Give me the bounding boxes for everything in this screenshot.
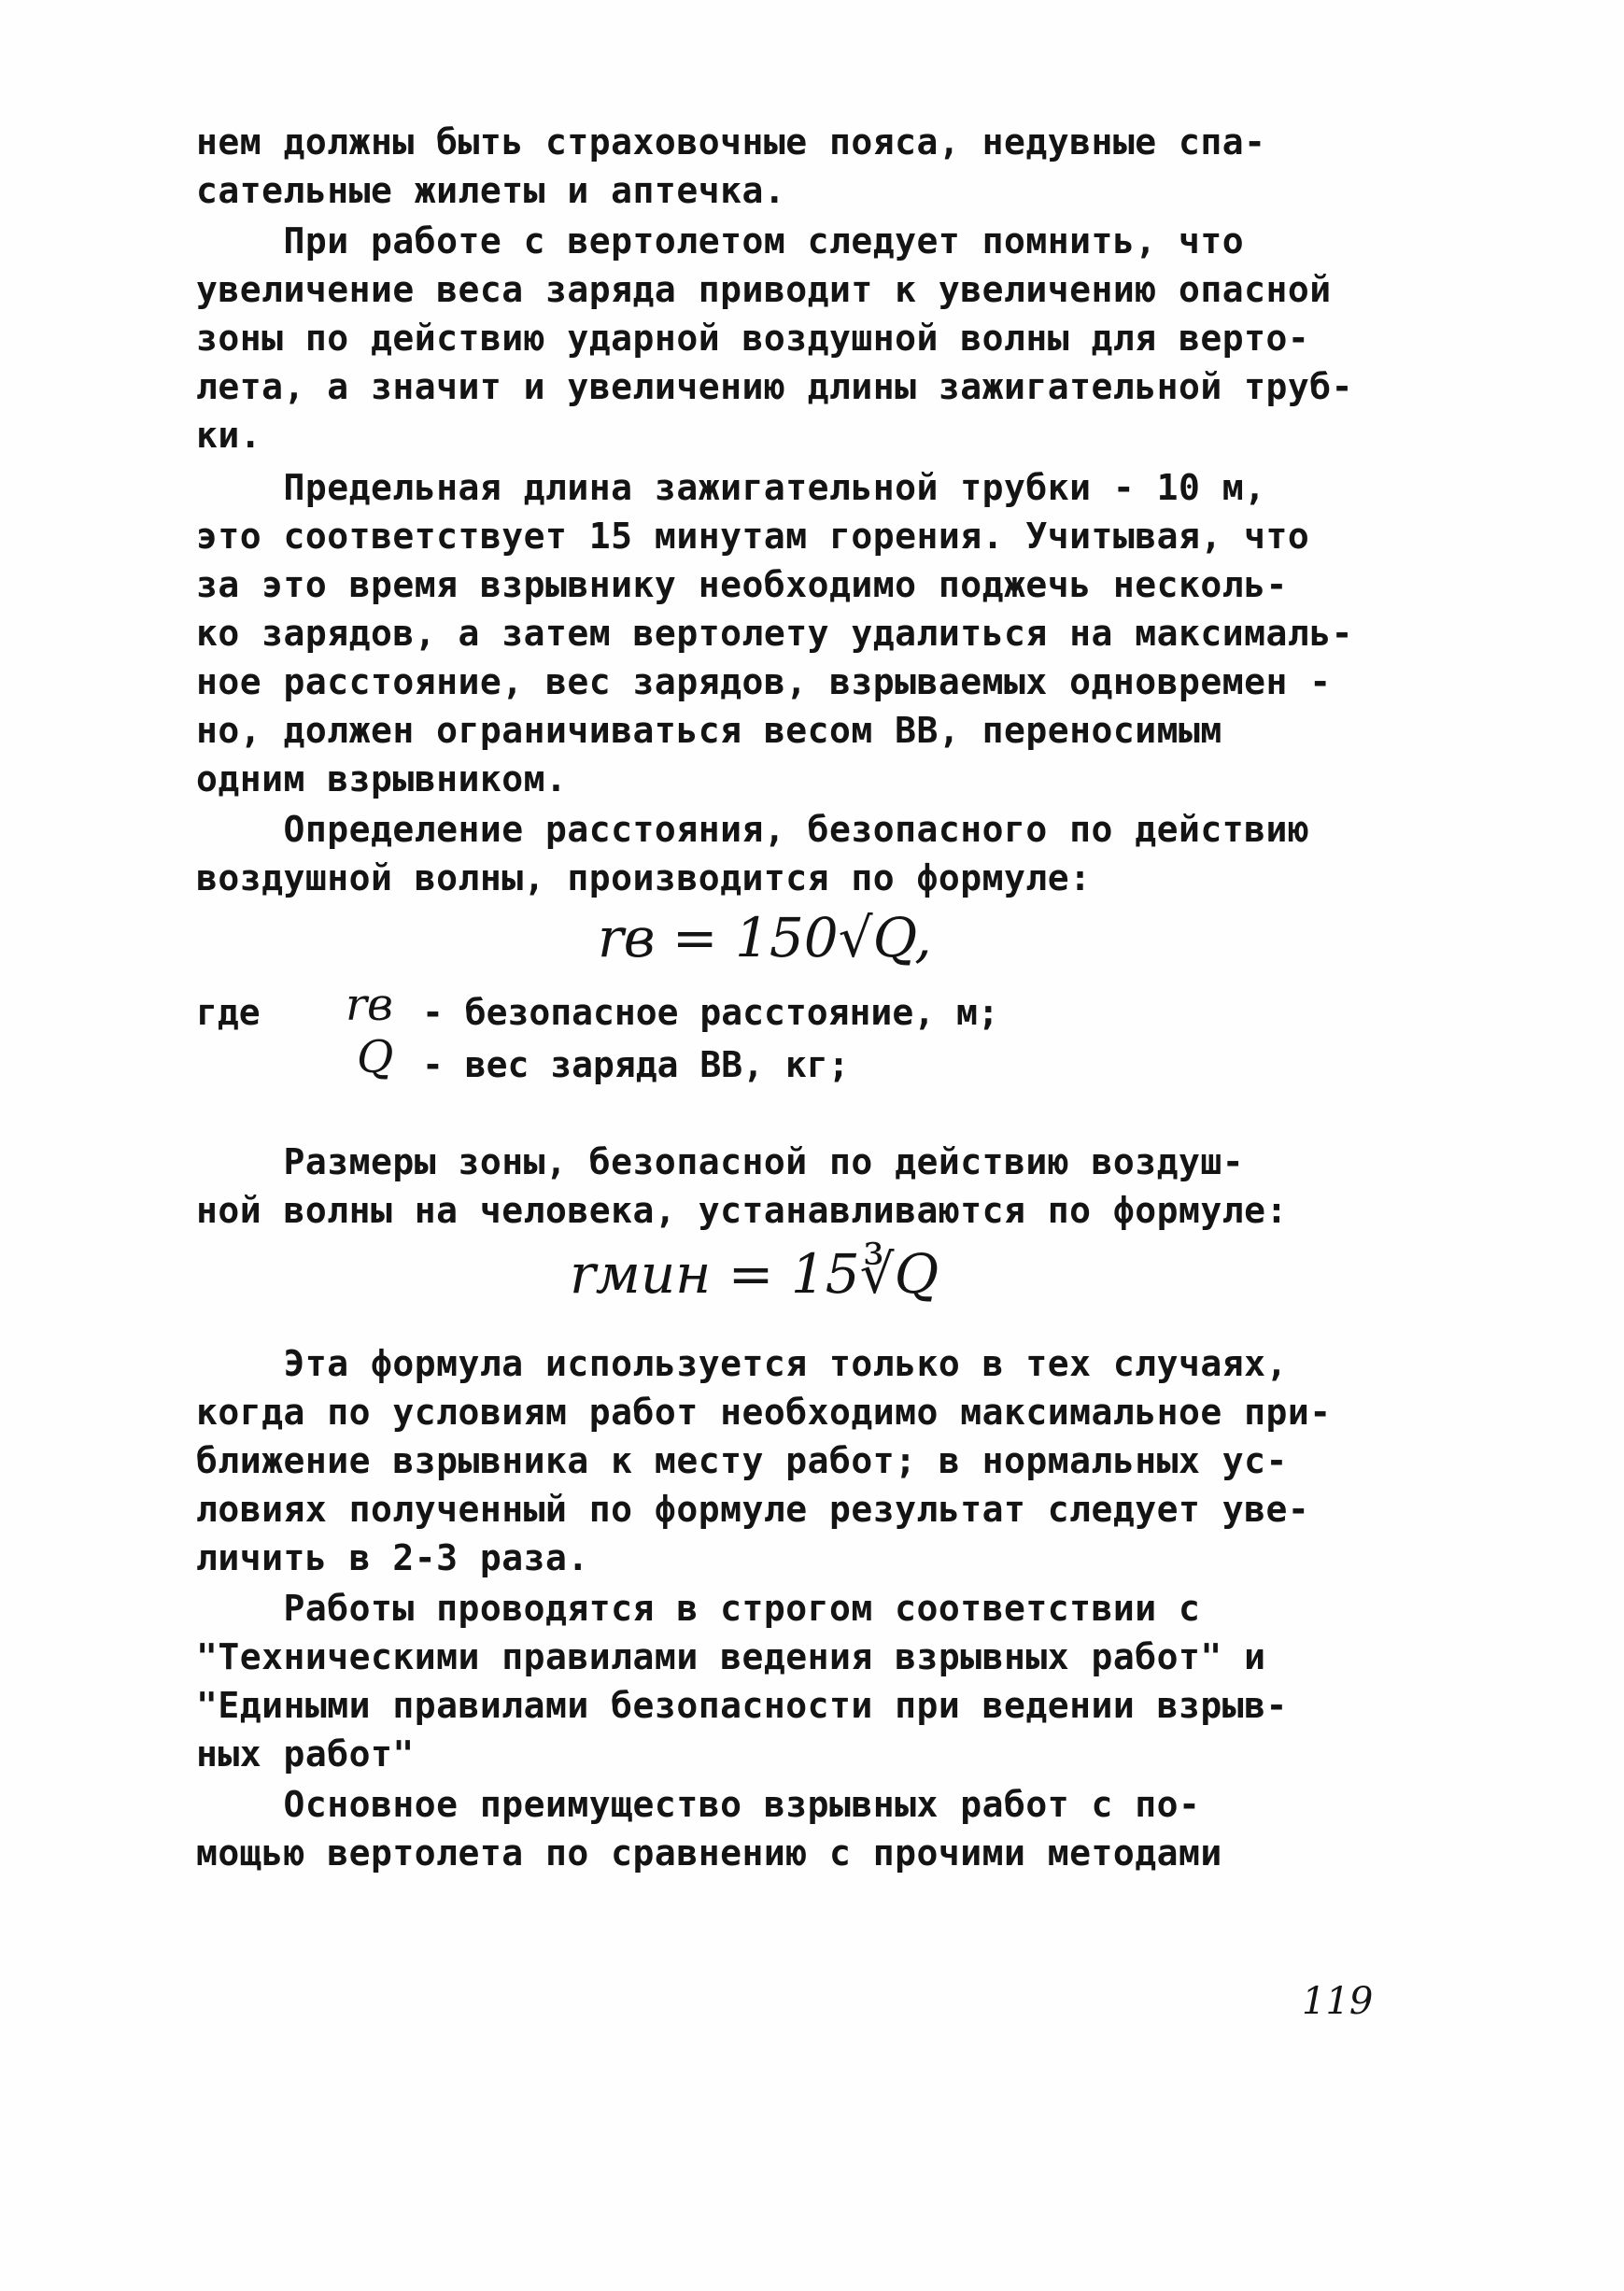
text-line: за это время взрывнику необходимо поджечь несколь- [196, 564, 1288, 605]
text-line: но, должен ограничиваться весом ВВ, переносимым [196, 710, 1222, 751]
text-line: ной волны на человека, устанавливаются по формуле: [196, 1190, 1288, 1231]
symbol-description: - вес заряда ВВ, кг; [422, 1044, 850, 1085]
symbol-description: - безопасное расстояние, м; [422, 992, 999, 1033]
text-line: При работе с вертолетом следует помнить, что [196, 220, 1245, 262]
text-line: Эта формула используется только в тех случаях, [196, 1343, 1288, 1384]
symbol-q: Q [357, 1031, 394, 1083]
where-label: где [196, 992, 261, 1033]
text-line: зоны по действию ударной воздушной волны для верто- [196, 318, 1310, 359]
text-line: когда по условиям работ необходимо максимальное при- [196, 1392, 1332, 1433]
symbol-r-v: rв [346, 979, 393, 1031]
formula-safe-distance: rв = 150√Q, [598, 906, 932, 969]
text-line: сательные жилеты и аптечка. [196, 170, 786, 211]
text-line: это соответствует 15 минутам горения. Учитывая, что [196, 516, 1310, 557]
text-line: личить в 2-3 раза. [196, 1537, 589, 1578]
text-line: Предельная длина зажигательной трубки - 10 м, [196, 467, 1266, 508]
text-line: Определение расстояния, безопасного по действию [196, 809, 1310, 850]
text-line: лета, а значит и увеличению длины зажигательной труб- [196, 366, 1354, 407]
formula-min-distance: rмин = 15∛Q [570, 1242, 939, 1306]
text-line: мощью вертолета по сравнению с прочими методами [196, 1832, 1222, 1874]
text-line: ближение взрывника к месту работ; в нормальных ус- [196, 1440, 1288, 1481]
text-line: "Техническими правилами ведения взрывных работ" и [196, 1636, 1266, 1677]
text-line: ки. [196, 415, 262, 456]
text-line: "Едиными правилами безопасности при ведении взрыв- [196, 1685, 1288, 1726]
text-line: ное расстояние, вес зарядов, взрываемых одновремен - [196, 661, 1332, 702]
text-line: одним взрывником. [196, 758, 568, 799]
page-number: 119 [1302, 1980, 1374, 2023]
text-line: Работы проводятся в строгом соответствии с [196, 1588, 1201, 1629]
text-line: воздушной волны, производится по формуле: [196, 857, 1092, 898]
text-line: нем должны быть страховочные пояса, недувные спа- [196, 121, 1266, 163]
text-line: Размеры зоны, безопасной по действию воздуш- [196, 1141, 1245, 1182]
text-line: Основное преимущество взрывных работ с по- [196, 1784, 1201, 1825]
text-line: ловиях полученный по формуле результат следует уве- [196, 1489, 1310, 1530]
text-line: увеличение веса заряда приводит к увеличению опасной [196, 269, 1332, 310]
text-line: ных работ" [196, 1733, 415, 1775]
text-line: ко зарядов, а затем вертолету удалиться на максималь- [196, 613, 1354, 654]
